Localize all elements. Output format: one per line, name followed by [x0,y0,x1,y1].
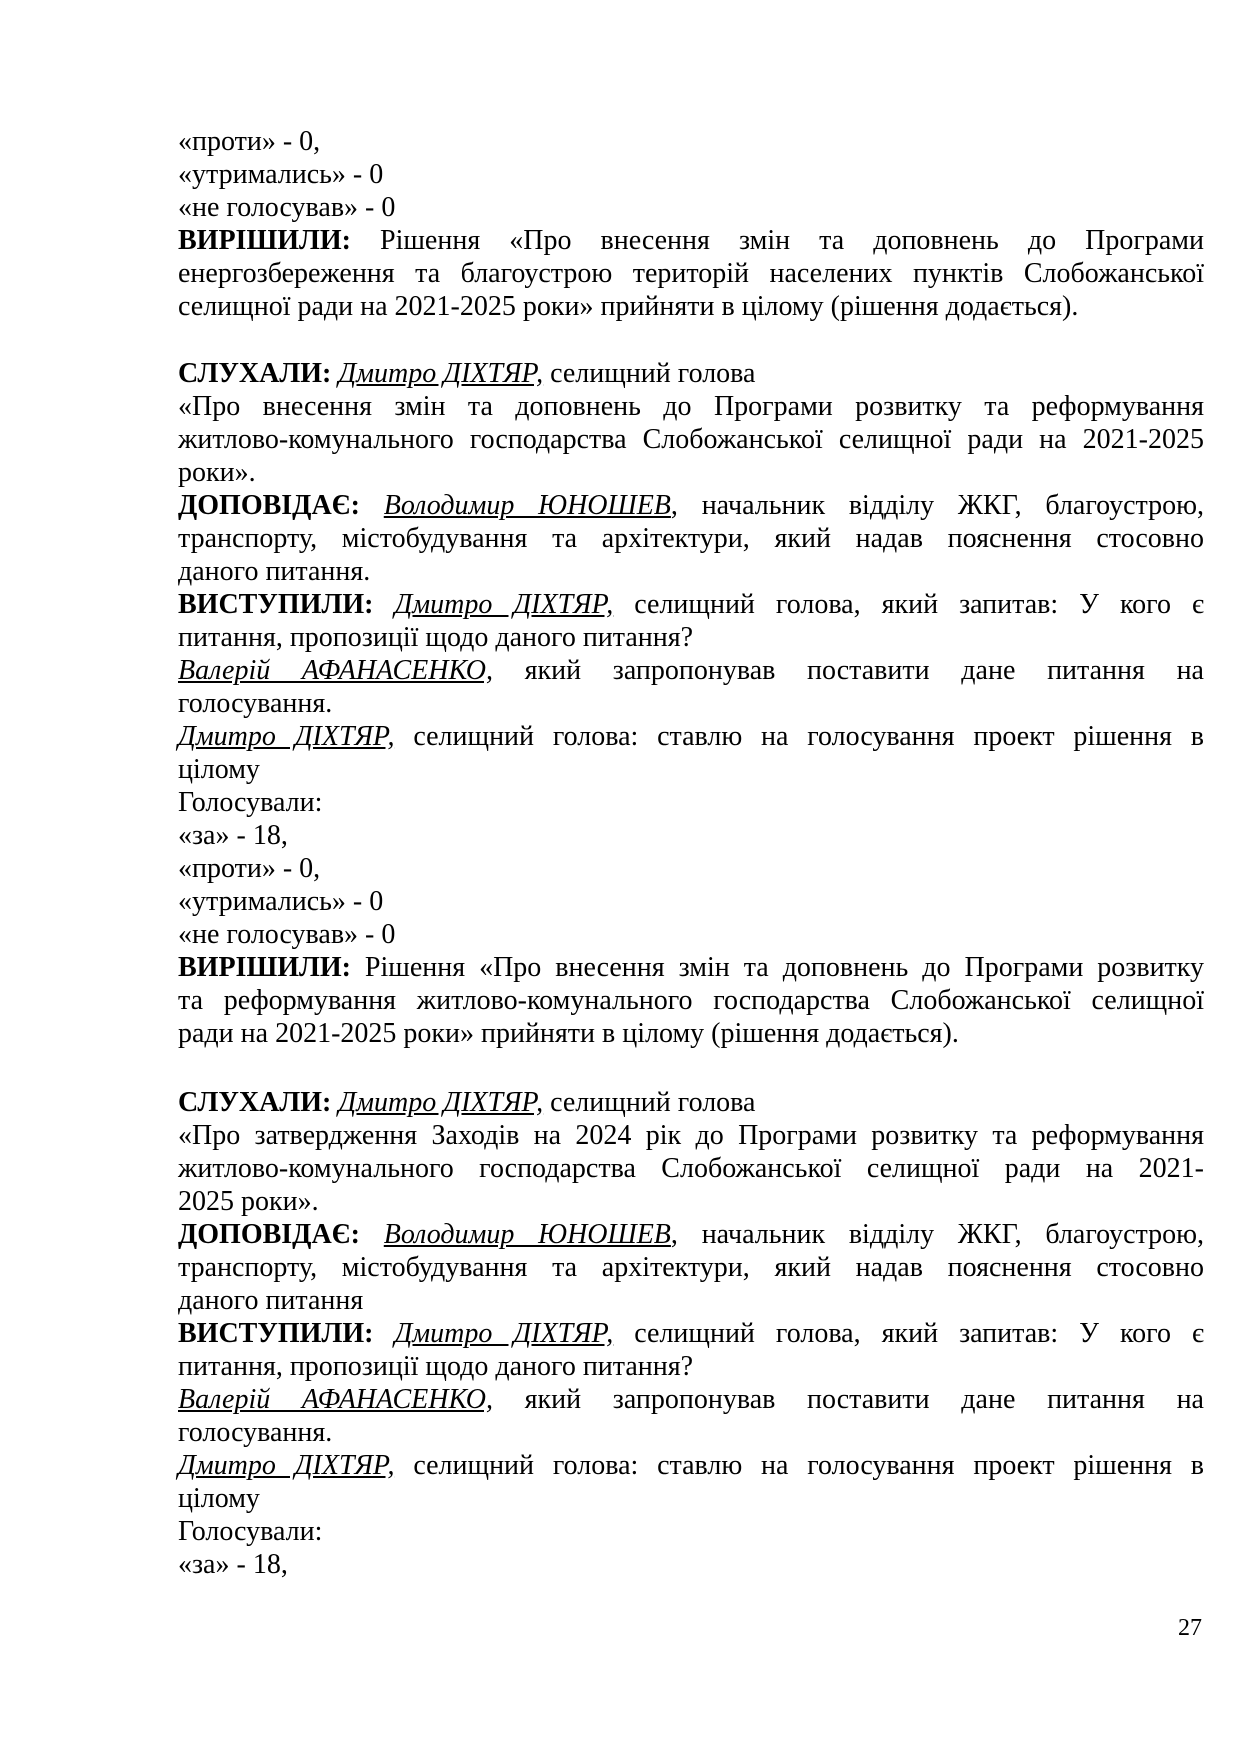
line-text: селищний голова [543,1087,756,1118]
text-line [178,522,1204,555]
page-number: 27 [1178,1615,1202,1641]
text-line [178,654,1204,687]
line-text: даного питання [178,1285,364,1316]
text-line [178,555,1204,588]
line-text: цілому [178,1483,260,1514]
text-line [178,290,1204,323]
text-line [178,1284,1204,1317]
line-text: голосування. [178,688,333,719]
text-line [178,257,1204,290]
text-line [178,158,1204,191]
text-line [178,191,1204,224]
line-text: «Про затвердження Заходів на 2024 рік до Програми розвитку та реформування [178,1120,1204,1151]
text-line [178,423,1204,456]
person-name: Володимир ЮНОШЕВ [383,490,671,521]
text-line [178,852,1204,885]
text-line [178,1548,1204,1581]
section-label: ВИСТУПИЛИ: [178,589,374,620]
text-line [178,885,1204,918]
text-line [178,1251,1204,1284]
text-line [178,1515,1204,1548]
person-name: Валерій АФАНАСЕНКО, [178,1384,493,1415]
line-text: Голосували: [178,787,323,818]
text-line [178,819,1204,852]
line-text: роки». [178,457,256,488]
line-text: «Про внесення змін та доповнень до Програми розвитку та реформування [178,391,1204,422]
line-text: «за» - 18, [178,820,288,851]
line-text: «проти» - 0, [178,126,321,157]
text-line [178,1017,1204,1050]
text-line [178,489,1204,522]
person-name: Валерій АФАНАСЕНКО, [178,655,493,686]
person-name: Дмитро ДІХТЯР, [338,358,544,389]
person-name: Володимир ЮНОШЕВ [383,1219,671,1250]
line-text: «проти» - 0, [178,853,321,884]
line-text: голосування. [178,1417,333,1448]
text-line [178,1482,1204,1515]
text-line [178,1119,1204,1152]
text-line [178,1416,1204,1449]
line-text: «утримались» - 0 [178,159,384,190]
line-text: «утримались» - 0 [178,886,384,917]
person-name: Дмитро ДІХТЯР, [394,589,614,620]
line-text: селищний голова: ставлю на голосування проект рішення в [394,1450,1204,1481]
line-text: Рішення «Про внесення змін та доповнень до Програми розвитку [350,952,1204,983]
line-text: Голосували: [178,1516,323,1547]
text-line [178,1152,1204,1185]
person-name: Дмитро ДІХТЯР, [338,1087,544,1118]
line-text: Рішення «Про внесення змін та доповнень до Програми [350,225,1204,256]
line-text: житлово-комунального господарства Слобожанської селищної ради на 2021- [178,1153,1204,1184]
text-line [178,621,1204,654]
text-line [178,1449,1204,1482]
line-text: питання, пропозиції щодо даного питання? [178,622,694,653]
text-line [178,753,1204,786]
line-text: енергозбереження та благоустрою територій населених пунктів Слобожанської [178,258,1204,289]
line-text: транспорту, містобудування та архітектури, який надав пояснення стосовно [178,1252,1204,1283]
line-text: «за» - 18, [178,1549,288,1580]
section-label: ВИРІШИЛИ: [178,952,351,983]
text-line [178,456,1204,489]
line-text: який запропонував поставити дане питання на [492,1384,1204,1415]
section-label: ВИРІШИЛИ: [178,225,351,256]
text-line [178,918,1204,951]
section-label: ДОПОВІДАЄ: [178,1219,360,1250]
section-label: СЛУХАЛИ: [178,358,332,389]
text-line [178,1185,1204,1218]
line-text: який запропонував поставити дане питання на [492,655,1204,686]
line-text: питання, пропозиції щодо даного питання? [178,1351,694,1382]
line-text: житлово-комунального господарства Слобожанської селищної ради на 2021-2025 [178,424,1204,455]
text-line [178,1317,1204,1350]
line-text: селищний голова, який запитав: У кого є [613,589,1205,620]
text-line [178,720,1204,753]
text-line [178,951,1204,984]
person-name: Дмитро ДІХТЯР, [178,1450,395,1481]
line-text: даного питання. [178,556,371,587]
line-text: цілому [178,754,260,785]
text-line [178,224,1204,257]
text-line [178,786,1204,819]
text-line [178,687,1204,720]
line-text: 2025 роки». [178,1186,319,1217]
person-name: Дмитро ДІХТЯР, [178,721,395,752]
text-line [178,1383,1204,1416]
text-line [178,390,1204,423]
text-line [178,1350,1204,1383]
line-text: селищний голова, який запитав: У кого є [613,1318,1205,1349]
line-text: «не голосував» - 0 [178,192,396,223]
line-text: та реформування житлово-комунального господарства Слобожанської селищної [178,985,1204,1016]
line-text: , начальник відділу ЖКГ, благоустрою, [670,1219,1205,1250]
line-text: , начальник відділу ЖКГ, благоустрою, [670,490,1205,521]
section-label: ДОПОВІДАЄ: [178,490,360,521]
line-text: ради на 2021-2025 роки» прийняти в цілому (рішення додається). [178,1018,959,1049]
line-text: селищний голова [543,358,756,389]
text-line [178,984,1204,1017]
text-line [178,588,1204,621]
person-name: Дмитро ДІХТЯР, [394,1318,614,1349]
text-line [178,125,1204,158]
line-text: селищний голова: ставлю на голосування проект рішення в [394,721,1204,752]
section-label: СЛУХАЛИ: [178,1087,332,1118]
line-text: «не голосував» - 0 [178,919,396,950]
text-line [178,1086,1204,1119]
line-text: селищної ради на 2021-2025 роки» прийняти в цілому (рішення додається). [178,291,1079,322]
text-line [178,1218,1204,1251]
section-label: ВИСТУПИЛИ: [178,1318,374,1349]
line-text: транспорту, містобудування та архітектури, який надав пояснення стосовно [178,523,1204,554]
text-line [178,357,1204,390]
